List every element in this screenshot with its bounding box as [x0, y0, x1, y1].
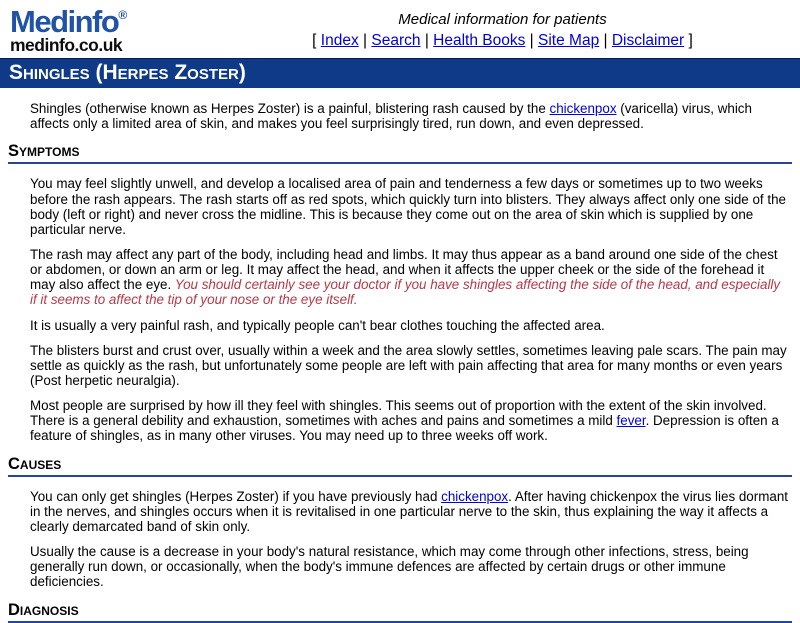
- intro-paragraph: [30, 101, 790, 131]
- page-title: Shingles (Herpes Zoster): [9, 61, 246, 84]
- nav-separator: |: [424, 32, 429, 49]
- causes-p1-text-cont: . After having chickenpox the virus lies dormant in the nerves, and shingles occurs when it is revitalised in one particular nerve to the skin, thus explaining the way it affects a clearly demarcated band of skin only.: [30, 488, 788, 534]
- logo-domain: medinfo.co.uk: [10, 35, 123, 55]
- section-divider: [8, 475, 792, 477]
- intro-text-cont: (varicella) virus, which affects only a limited area of skin, and makes you feel surprisingly tired, run down, and even depressed.: [30, 101, 752, 132]
- nav-link-index[interactable]: Index: [320, 32, 359, 49]
- page-content: [0, 88, 800, 623]
- section-symptoms: [8, 142, 792, 443]
- section-diagnosis: [8, 601, 792, 623]
- nav-open-bracket: [: [312, 32, 317, 49]
- chickenpox-link-2[interactable]: chickenpox: [441, 488, 509, 504]
- intro-text: Shingles (otherwise known as Herpes Zoster) is a painful, blistering rash caused by the: [30, 101, 550, 116]
- causes-paragraph-1: [30, 489, 790, 534]
- section-heading-causes: Causes: [8, 454, 62, 473]
- doctor-warning-text: You should certainly see your doctor if you have shingles affecting the side of the head, and especially if it seems to affect the tip of your nose or the eye itself.: [30, 277, 781, 308]
- symptoms-paragraph-5: [30, 398, 790, 443]
- section-heading-diagnosis: Diagnosis: [8, 600, 79, 619]
- site-header: [0, 0, 800, 58]
- symptoms-p5-text: Most people are surprised by how ill they feel with shingles. This seems out of proportion with the extent of the skin involved. There is a general debility and exhaustion, sometimes with aches and pains and sometimes a mild: [30, 398, 767, 429]
- site-tagline: Medical information for patients: [398, 11, 607, 28]
- nav-link-disclaimer[interactable]: Disclaimer: [611, 32, 685, 49]
- nav-separator: |: [363, 32, 368, 49]
- chickenpox-link[interactable]: chickenpox: [549, 101, 617, 116]
- fever-link[interactable]: fever: [616, 413, 646, 429]
- logo-title-text: Medinfo: [10, 4, 119, 39]
- main-nav: [215, 32, 790, 50]
- nav-link-health-books[interactable]: Health Books: [433, 32, 526, 49]
- nav-separator: |: [603, 32, 608, 49]
- symptoms-p5-text-cont: . Depression is often a feature of shingles, as in many other viruses. You may need up to three weeks off work.: [30, 413, 779, 444]
- section-heading-symptoms: Symptoms: [8, 142, 80, 161]
- site-logo[interactable]: [10, 6, 215, 55]
- section-divider: [8, 162, 792, 164]
- nav-separator: |: [529, 32, 534, 49]
- section-divider: [8, 621, 792, 623]
- nav-close-bracket: ]: [688, 32, 693, 49]
- symptoms-paragraph-1: You may feel slightly unwell, and develop a localised area of pain and tenderness a few days or sometimes up to two weeks before the rash appears. The rash starts off as red spots, which quickly turn into blisters. They always affect only one side of the body (left or right) and never cross the midline. This is because they come out on the area of skin which is supplied by one particular nerve.: [30, 176, 786, 237]
- symptoms-paragraph-3: It is usually a very painful rash, and typically people can't bear clothes touching the affected area.: [30, 317, 605, 333]
- registered-trademark-icon: ®: [118, 8, 128, 22]
- nav-link-site-map[interactable]: Site Map: [538, 32, 600, 49]
- symptoms-paragraph-2: [30, 247, 790, 308]
- page-title-bar: [0, 58, 800, 88]
- logo-wordmark: [10, 6, 215, 37]
- header-right: [215, 6, 790, 50]
- section-causes: [8, 455, 792, 590]
- nav-link-search[interactable]: Search: [371, 32, 421, 49]
- symptoms-paragraph-4: The blisters burst and crust over, usually within a week and the area slowly settles, sometimes leaving pale scars. The pain may settle as quickly as the rash, but unfortunately some people are left with pain affecting that area for many months or even years (Post herpetic neuralgia).: [30, 342, 787, 388]
- causes-p1-text: You can only get shingles (Herpes Zoster) if you have previously had: [30, 488, 442, 504]
- symptoms-p2-text: The rash may affect any part of the body, including head and limbs. It may thus appear as a band around one side of the chest or abdomen, or down an arm or leg. It may affect the head, and when it affects the upper cheek or the side of the forehead it may also affect the eye.: [30, 246, 778, 293]
- causes-paragraph-2: Usually the cause is a decrease in your body's natural resistance, which may come through other infections, stress, being generally run down, or occasionally, when the body's immune defences are affected by certain drugs or other immune deficiencies.: [30, 544, 749, 590]
